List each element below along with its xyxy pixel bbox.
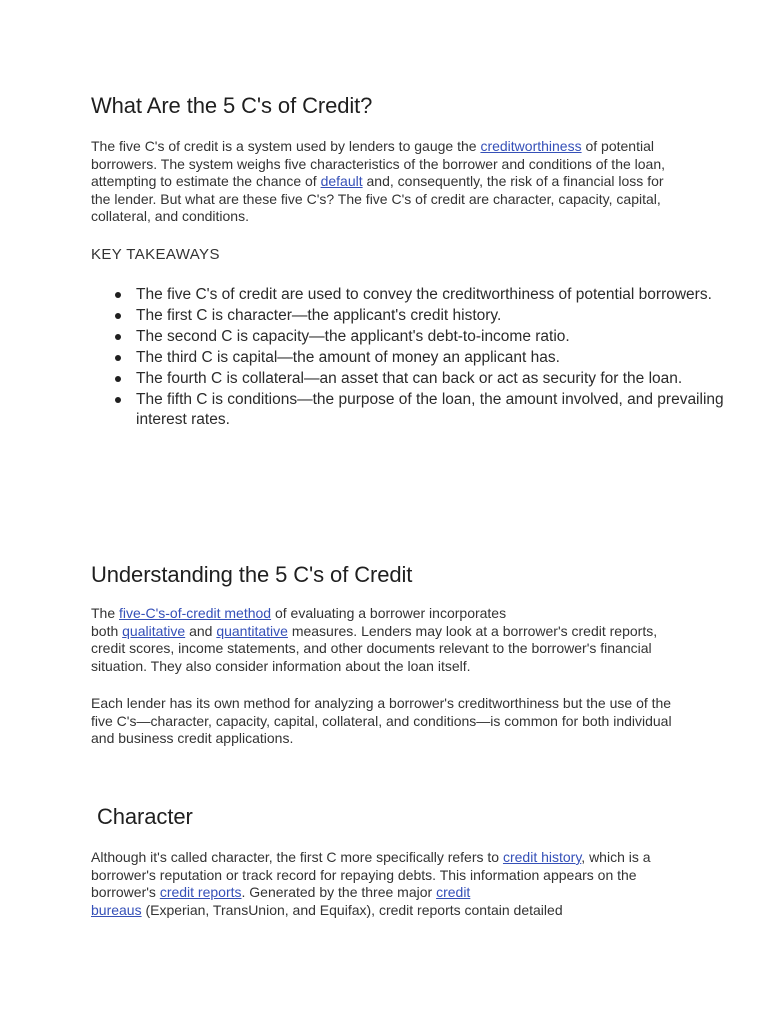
intro-text-1: The five C's of credit is a system used by lenders to gauge the (91, 138, 481, 154)
intro-text-3: and, consequently, the risk of a financial loss for the lender. But what are these five C's? The five C's of credit are character, capacity, capital, collateral, and conditions. (91, 173, 664, 225)
five-cs-method-link[interactable]: five-C's-of-credit method (119, 605, 272, 621)
understanding-text-3: both (91, 622, 123, 639)
section-title-understanding: Understanding the 5 C's of Credit (91, 562, 413, 587)
section-title-character: Character (97, 804, 193, 829)
takeaway-item: The second C is capacity—the applicant's debt-to-income ratio. (136, 327, 736, 347)
understanding-text-5: measures. Lenders may look at a borrower's credit reports, credit scores, income statements, and other documents relevant to the borrower's financial situation. They also consider information about the loan itself. (91, 622, 658, 674)
credit-history-link[interactable]: credit history (502, 849, 582, 865)
character-text-1: Although it's called character, the first C more specifically refers to (91, 849, 503, 865)
takeaway-item: The five C's of credit are used to convey the creditworthiness of potential borrowers. (136, 285, 736, 305)
understanding-paragraph-2: Each lender has its own method for analyzing a borrower's creditworthiness but the use of the five C's—character, capacity, capital, collateral, and conditions—is common for both individual and business credit applications. (91, 695, 672, 747)
quantitative-link[interactable]: quantitative (216, 622, 288, 639)
takeaway-item: The first C is character—the applicant's credit history. (136, 306, 736, 326)
intro-text-2: of potential borrowers. The system weighs five characteristics of the borrower and conditions of the loan, attempting to estimate the chance of (91, 138, 666, 190)
qualitative-link[interactable]: qualitative (122, 622, 186, 639)
character-text-2: , which is a borrower's reputation or track record for repaying debts. This information appears on the borrower's (91, 849, 651, 901)
credit-bureaus-link-part-2: bureaus (91, 901, 142, 918)
creditworthiness-link[interactable]: creditworthiness (480, 138, 582, 154)
default-link[interactable]: default (320, 173, 363, 190)
character-text-3: . Generated by the three major (241, 884, 437, 901)
key-takeaways-heading: KEY TAKEAWAYS (91, 246, 220, 263)
understanding-text-4: and (185, 622, 217, 639)
understanding-paragraph-1 (91, 605, 681, 675)
takeaway-item: The fourth C is collateral—an asset that can back or act as security for the loan. (136, 369, 736, 389)
key-takeaways-list (91, 285, 736, 431)
takeaway-item: The fifth C is conditions—the purpose of the loan, the amount involved, and prevailing interest rates. (136, 390, 736, 429)
understanding-text-1: The (91, 605, 120, 621)
understanding-text-2: of evaluating a borrower incorporates (271, 605, 507, 621)
takeaway-item: The third C is capital—the amount of money an applicant has. (136, 348, 736, 368)
character-paragraph (91, 849, 681, 919)
section-title-five-cs: What Are the 5 C's of Credit? (91, 93, 373, 118)
character-text-4: (Experian, TransUnion, and Equifax), credit reports contain detailed (141, 901, 563, 918)
credit-reports-link[interactable]: credit reports (159, 884, 242, 901)
credit-bureaus-link-part-1: credit (436, 884, 471, 901)
intro-paragraph (91, 138, 681, 226)
